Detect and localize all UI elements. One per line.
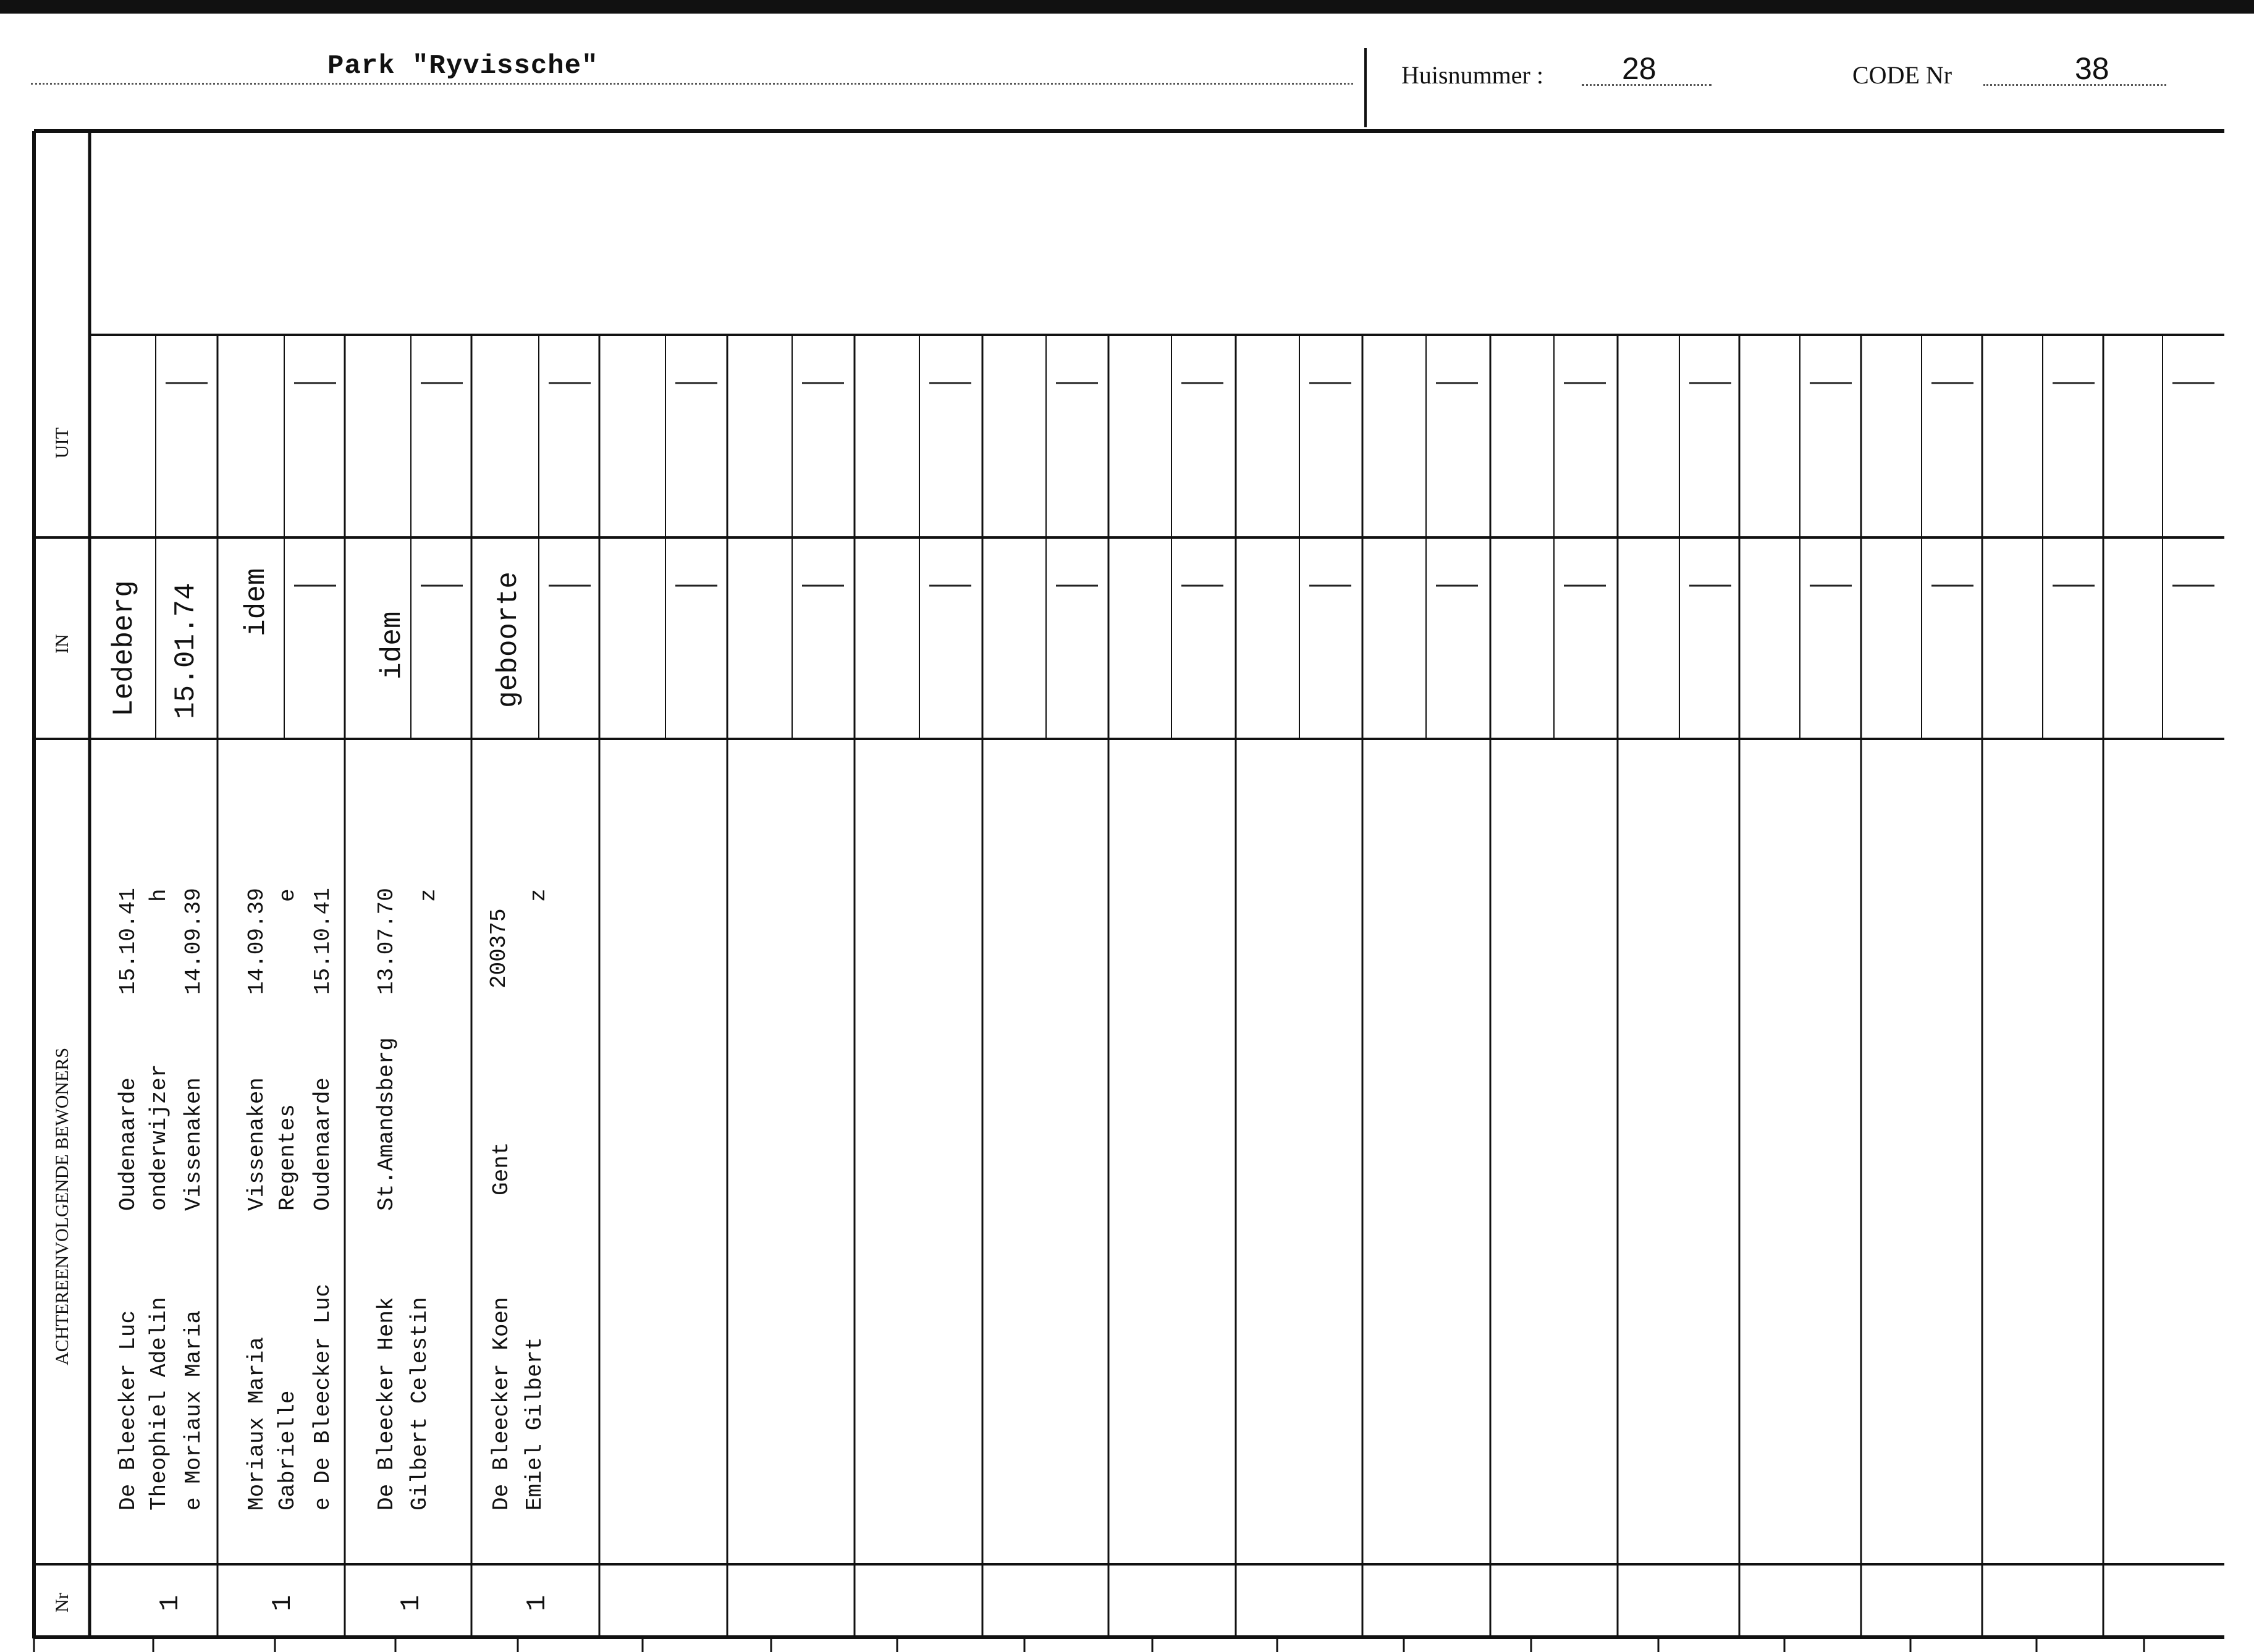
- house-number-label: Huisnummer :: [1401, 61, 1543, 89]
- entry-3-resident-2-name: Gilbert Celestin: [407, 1297, 433, 1511]
- entry-3-resident-1-date: 13.07.70: [374, 888, 399, 995]
- entry-4-resident-2-date: z: [526, 888, 551, 902]
- entry-3-nr: 1: [396, 1595, 427, 1611]
- entry-3-resident-1-place: St.Amandsberg: [374, 1037, 399, 1211]
- entry-1-in-date: 15.01.74: [170, 583, 202, 719]
- entry-4-resident-2-name: Emiel Gilbert: [522, 1337, 547, 1511]
- code-number-value: 38: [2075, 51, 2109, 86]
- entry-1-resident-1-date: 15.10.41: [116, 888, 141, 995]
- entry-2-resident-1-name: Moriaux Maria: [244, 1337, 269, 1511]
- entry-3-resident-2-date: z: [416, 888, 441, 902]
- entry-2-in-place: idem: [240, 568, 272, 636]
- entry-1-nr: 1: [155, 1595, 186, 1611]
- entry-2-resident-1-date: 14.09.39: [244, 888, 269, 995]
- entry-4-nr: 1: [522, 1595, 553, 1611]
- entry-3-resident-1-name: De Bleecker Henk: [374, 1297, 399, 1511]
- entry-1-resident-2-place: onderwijzer: [146, 1064, 172, 1211]
- in-label: IN: [52, 634, 72, 654]
- entry-4-resident-1-name: De Bleecker Koen: [489, 1297, 514, 1511]
- entry-1-resident-3-name: e Moriaux Maria: [181, 1310, 206, 1511]
- entry-1-resident-1-place: Oudenaarde: [116, 1077, 141, 1211]
- residents-label: ACHTEREENVOLGENDE BEWONERS: [52, 1047, 72, 1365]
- entry-2-resident-2-date: e: [275, 888, 300, 902]
- nr-label: Nr: [52, 1593, 72, 1612]
- entry-3-in-place: idem: [376, 611, 408, 680]
- entry-4-resident-1-date: 200375: [486, 908, 512, 988]
- code-number-label: CODE Nr: [1852, 61, 1952, 89]
- uit-label: UIT: [52, 428, 72, 458]
- entry-2-resident-3-date: 15.10.41: [310, 888, 336, 995]
- entry-2-resident-3-name: e De Bleecker Luc: [310, 1283, 336, 1511]
- house-number-value: 28: [1622, 51, 1657, 86]
- entry-2-resident-2-place: Regentes: [275, 1104, 300, 1211]
- entry-1-resident-3-date: 14.09.39: [181, 888, 206, 995]
- entry-1-resident-2-name: Theophiel Adelin: [146, 1297, 172, 1511]
- page-title: Park "Ryvissche": [327, 51, 599, 82]
- entry-4-in-place: geboorte: [492, 571, 525, 708]
- entry-4-resident-1-place: Gent: [489, 1142, 514, 1195]
- entry-1-resident-3-place: Vissenaken: [181, 1077, 206, 1211]
- entry-2-resident-3-place: Oudenaarde: [310, 1077, 336, 1211]
- entry-1-in-place: Ledeberg: [108, 580, 140, 717]
- entry-1-resident-2-date: h: [146, 888, 172, 902]
- entry-1-resident-1-name: De Bleecker Luc: [116, 1310, 141, 1511]
- entry-2-resident-1-place: Vissenaken: [244, 1077, 269, 1211]
- entry-2-nr: 1: [268, 1595, 298, 1611]
- entry-2-resident-2-name: Gabrielle: [275, 1390, 300, 1511]
